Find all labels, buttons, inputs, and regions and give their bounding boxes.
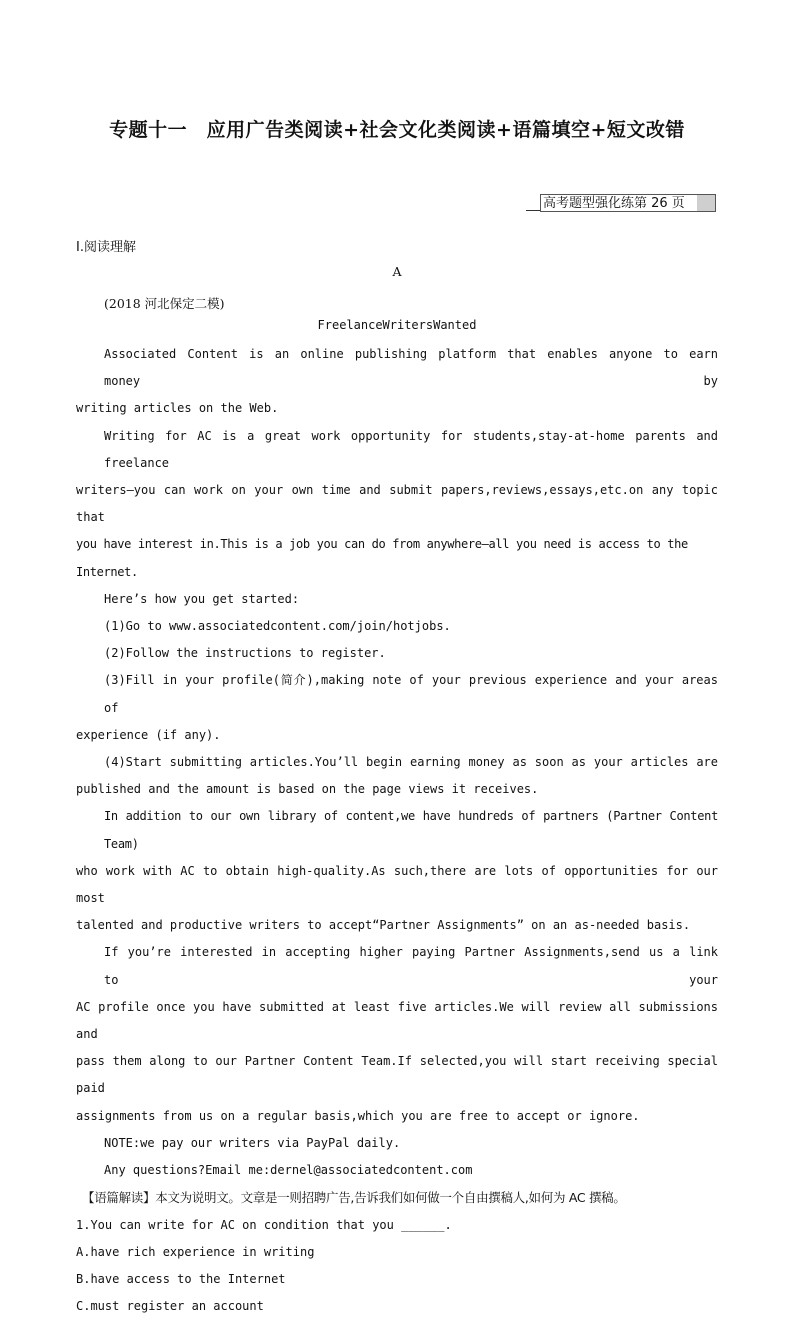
paragraph-line: AC profile once you have submitted at least five articles.We will review all submissions and: [76, 999, 718, 1042]
paragraph-line: talented and productive writers to accept“Partner Assignments” on an as-needed basis.: [76, 918, 691, 933]
exercise-reference-box: [540, 194, 716, 212]
step-line: (4)Start submitting articles.You’ll begin earning money as soon as your articles are: [104, 755, 718, 770]
ref-underline: [526, 210, 540, 211]
reference-shade: [697, 195, 715, 211]
section-heading: Ⅰ.阅读理解: [76, 240, 136, 255]
passage-letter: A: [392, 264, 402, 279]
paragraph-line: who work with AC to obtain high-quality.As such,there are lots of opportunities for our most: [76, 863, 718, 906]
passage-body: [76, 341, 718, 1320]
step-line: (1)Go to www.associatedcontent.com/join/hotjobs.: [104, 619, 451, 634]
option-c: C.must register an account: [76, 1299, 264, 1314]
paragraph-line: pass them along to our Partner Content Team.If selected,you will start receiving special paid: [76, 1054, 718, 1096]
step-line: (2)Follow the instructions to register.: [104, 646, 386, 661]
note-line: NOTE:we pay our writers via PayPal daily.: [104, 1135, 401, 1150]
paragraph-line: Here’s how you get started:: [104, 591, 300, 606]
exercise-reference-text: 高考题型强化练第 26 页: [543, 196, 685, 211]
paragraph-line: writing articles on the Web.: [76, 401, 279, 416]
option-b: B.have access to the Internet: [76, 1271, 286, 1286]
paragraph-line: writers—you can work on your own time and submit papers,reviews,essays,etc.on any topic that: [76, 483, 718, 525]
option-a: A.have rich experience in writing: [76, 1244, 315, 1259]
paragraph-line: Associated Content is an online publishing platform that enables anyone to earn money by: [104, 347, 718, 389]
paragraph-line: If you’re interested in accepting higher paying Partner Assignments,send us a link to your: [104, 945, 718, 987]
step-line: experience (if any).: [76, 727, 221, 742]
contact-line: Any questions?Email me:dernel@associatedcontent.com: [104, 1163, 473, 1178]
step-line: published and the amount is based on the page views it receives.: [76, 782, 539, 797]
paragraph-line: assignments from us on a regular basis,which you are free to accept or ignore.: [76, 1108, 640, 1123]
paragraph-line: In addition to our own library of content,we have hundreds of partners (Partner Content Team): [104, 809, 718, 851]
paragraph-line: Writing for AC is a great work opportunity for students,stay-at-home parents and freelance: [104, 428, 718, 470]
paragraph-line: you have interest in.This is a job you can do from anywhere—all you need is access to the Internet.: [76, 537, 688, 579]
passage-title: FreelanceWritersWanted: [317, 318, 477, 332]
question-stem: 1.You can write for AC on condition that you ______.: [76, 1217, 452, 1232]
page-title: 专题十一 应用广告类阅读+社会文化类阅读+语篇填空+短文改错: [109, 119, 685, 141]
passage-analysis: 【语篇解读】本文为说明文。文章是一则招聘广告,告诉我们如何做一个自由撰稿人,如何为 AC 撰稿。: [82, 1190, 626, 1206]
passage-source: (2018 河北保定二模): [104, 296, 225, 311]
step-line: (3)Fill in your profile(简介),making note of your previous experience and your areas of: [104, 673, 718, 715]
